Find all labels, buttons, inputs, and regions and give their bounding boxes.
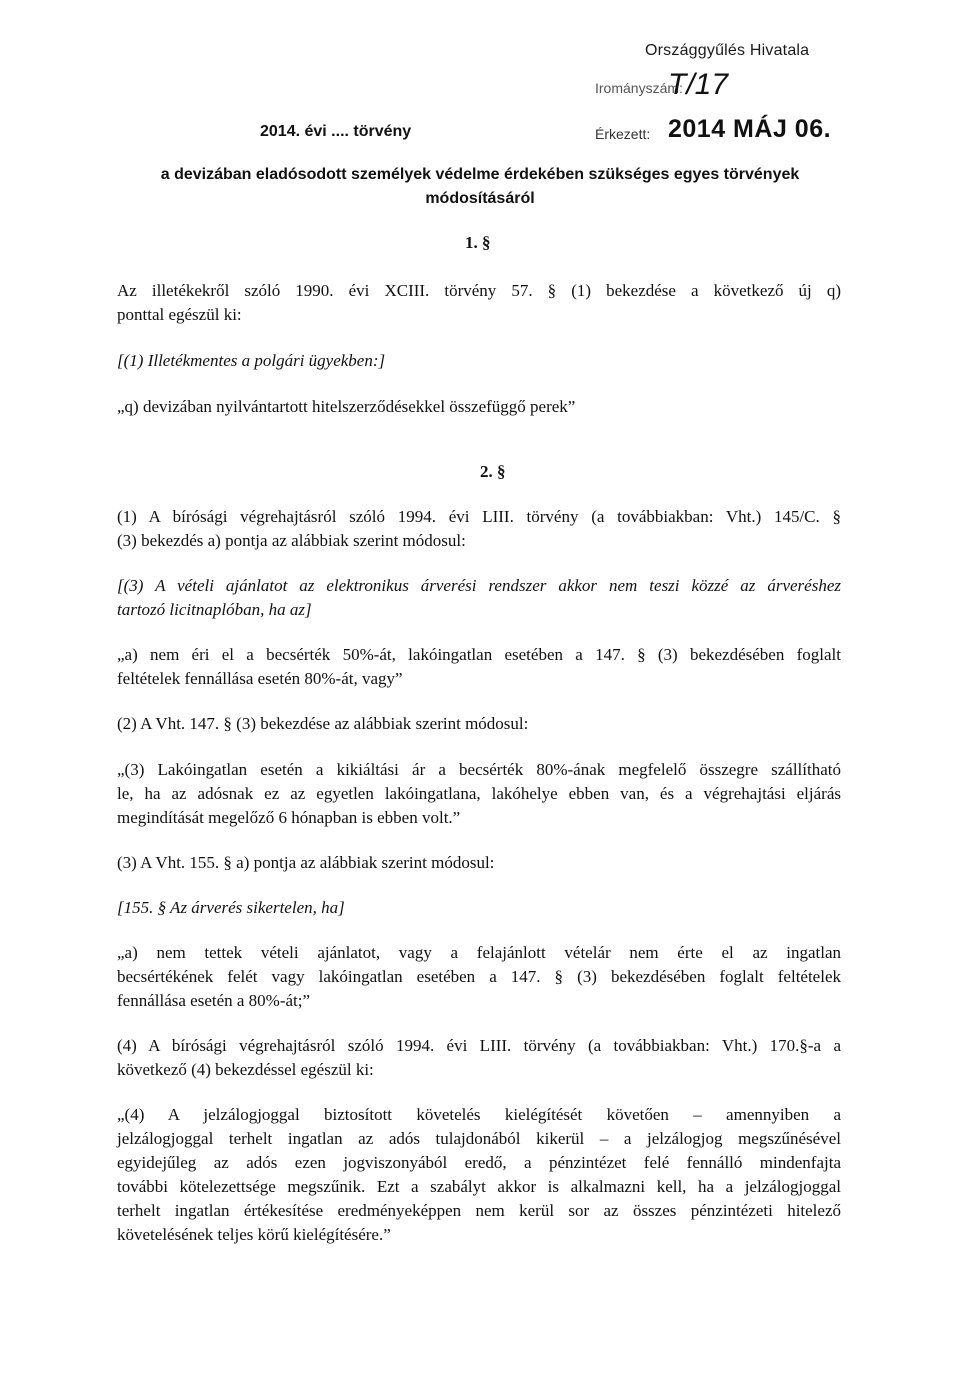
section-2-quote-4-line-2: jelzálogjoggal terhelt ingatlan az adós tulajdonából kikerül – a jelzálogjog megszűnésével — [117, 1129, 841, 1148]
section-2-quote-3-line-1: „a) nem tettek vételi ajánlatot, vagy a felajánlott vételár nem érte el az ingatlan — [117, 943, 841, 962]
section-1-context: [(1) Illetékmentes a polgári ügyekben:] — [117, 351, 386, 370]
stamp-registration-label: Irományszám: — [595, 80, 683, 96]
law-subtitle-line-2: módosításáról — [425, 190, 535, 207]
section-2-quote-4-line-3: egyidejűleg az adós ezen jogviszonyából eredő, a pénzintézet felé fennálló mindenfajta — [117, 1153, 841, 1172]
section-1-intro-line-1: Az illetékekről szóló 1990. évi XCIII. törvény 57. § (1) bekezdése a következő új q) — [117, 281, 841, 300]
section-2-context-1-line-2: tartozó licitnaplóban, ha az] — [117, 600, 312, 619]
stamp-registration-number: T/17 — [668, 68, 729, 101]
section-2-p2: (2) A Vht. 147. § (3) bekezdése az alábbiak szerint módosul: — [117, 714, 529, 733]
section-2-quote-2-line-1: „(3) Lakóingatlan esetén a kikiáltási ár a becsérték 80%-ának megfelelő összegre szállítható — [117, 760, 841, 779]
stamp-arrived-date: 2014 MÁJ 06. — [668, 115, 832, 143]
section-2-quote-4-line-1: „(4) A jelzálogjoggal biztosított követelés kielégítését követően – amennyiben a — [117, 1105, 841, 1124]
section-2-number: 2. § — [480, 462, 506, 481]
section-2-p1-line-2: (3) bekezdés a) pontja az alábbiak szerint módosul: — [117, 531, 466, 550]
section-2-quote-1-line-2: feltételek fennállása esetén 80%-át, vagy” — [117, 669, 403, 688]
section-2-quote-3-line-3: fennállása esetén a 80%-át;” — [117, 991, 311, 1010]
section-2-quote-3-line-2: becsértékének felét vagy lakóingatlan esetében a 147. § (3) bekezdésében foglalt feltételek — [117, 967, 841, 986]
section-2-quote-2-line-3: megindítását megelőző 6 hónapban is ebben volt.” — [117, 808, 461, 827]
section-2-context-3: [155. § Az árverés sikertelen, ha] — [117, 898, 345, 917]
section-2-p1-line-1: (1) A bírósági végrehajtásról szóló 1994. évi LIII. törvény (a továbbiakban: Vht.) 145/C. § — [117, 507, 841, 526]
law-subtitle-line-1: a devizában eladósodott személyek védelme érdekében szükséges egyes törvények — [160, 166, 800, 183]
section-2-quote-4-line-6: követelésének teljes körű kielégítésére.” — [117, 1225, 391, 1244]
section-2-p4-line-2: következő (4) bekezdéssel egészül ki: — [117, 1060, 374, 1079]
section-1-intro-line-2: ponttal egészül ki: — [117, 305, 242, 324]
section-2-quote-1-line-1: „a) nem éri el a becsérték 50%-át, lakóingatlan esetében a 147. § (3) bekezdésében foglalt — [117, 645, 841, 664]
section-2-context-1-line-1: [(3) A vételi ajánlatot az elektronikus árverési rendszer akkor nem teszi közzé az árveréshez — [117, 576, 841, 595]
section-2-quote-4-line-5: terhelt ingatlan értékesítése eredményeképpen nem kerül sor az összes pénzintézeti hitelező — [117, 1201, 841, 1220]
section-2-quote-4-line-4: további kötelezettsége megszűnik. Ezt a szabályt akkor is alkalmazni kell, ha a jelzálogjoggal — [117, 1177, 841, 1196]
stamp-office-name: Országgyűlés Hivatala — [645, 42, 810, 59]
stamp-arrived-label: Érkezett: — [595, 126, 651, 142]
section-2-quote-2-line-2: le, ha az adósnak ez az egyetlen lakóingatlana, lakóhelye ebben van, és a végrehajtási eljárás — [117, 784, 841, 803]
section-1-number: 1. § — [465, 233, 491, 252]
section-1-quote: „q) devizában nyilvántartott hitelszerződésekkel összefüggő perek” — [117, 397, 576, 416]
section-2-p3: (3) A Vht. 155. § a) pontja az alábbiak szerint módosul: — [117, 853, 495, 872]
section-2-p4-line-1: (4) A bírósági végrehajtásról szóló 1994. évi LIII. törvény (a továbbiakban: Vht.) 170.§-a a — [117, 1036, 841, 1055]
law-title: 2014. évi .... törvény — [260, 123, 412, 140]
